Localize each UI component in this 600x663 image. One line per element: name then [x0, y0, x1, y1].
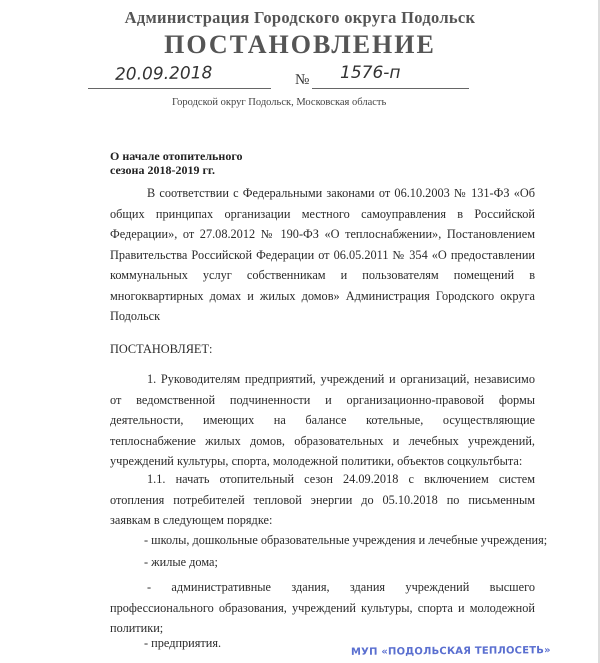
subject-block — [110, 149, 242, 177]
organization-title: Администрация Городского округа Подольск — [124, 8, 476, 27]
list-item: - предприятия. — [144, 636, 222, 650]
organization-stamp: МУП «ПОДОЛЬСКАЯ ТЕПЛОСЕТЬ» — [350, 645, 551, 658]
subject-line-1: О начале отопительного — [110, 149, 243, 163]
location-line: Городской округ Подольск, Московская область — [172, 97, 387, 108]
document-date: 20.09.2018 — [114, 63, 213, 85]
item-1-paragraph: 1. Руководителям предприятий, учреждений и организаций, независимо от ведомственной подчиненности и организационно-правовой формы деятельности, имеющих на балансе котельные, осуществляющие теплоснабжение жилых домов, образовательных и лечебных учреждений, учреждений культуры, спорта, молодежной политики, объектов соцкультбыта: — [110, 372, 535, 468]
item-1-1-paragraph: 1.1. начать отопительный сезон 24.09.2018 с включением систем отопления потребителей тепловой энергии до 05.10.2018 по письменным заявкам в следующем порядке: — [110, 472, 535, 527]
list-item: - административные здания, здания учреждений высшего профессионального образования, учреждений культуры, спорта и молодежной политики; — [110, 580, 535, 635]
list-item: - жилые дома; — [144, 555, 218, 569]
number-sign: № — [295, 72, 310, 88]
document-type-title: ПОСТАНОВЛЕНИЕ — [164, 30, 436, 59]
preamble-paragraph: В соответствии с Федеральными законами от 06.10.2003 № 131-ФЗ «Об общих принципах организации местного самоуправления в Российской Федерации», от 27.08.2012 № 190-ФЗ «О теплоснабжении», Постановлением Правительства Российской Федерации от 06.05.2011 № 354 «О предоставлении коммунальных услуг собственникам и пользователям помещений в многоквартирных домах и жилых домов» Администрация Городского округа Подольск — [110, 186, 535, 323]
subject-line-2: сезона 2018-2019 гг. — [110, 163, 216, 177]
document-number: 1576-п — [340, 63, 401, 83]
resolves-heading: ПОСТАНОВЛЯЕТ: — [110, 342, 213, 356]
list-item: - школы, дошкольные образовательные учреждения и лечебные учреждения; — [144, 533, 548, 547]
